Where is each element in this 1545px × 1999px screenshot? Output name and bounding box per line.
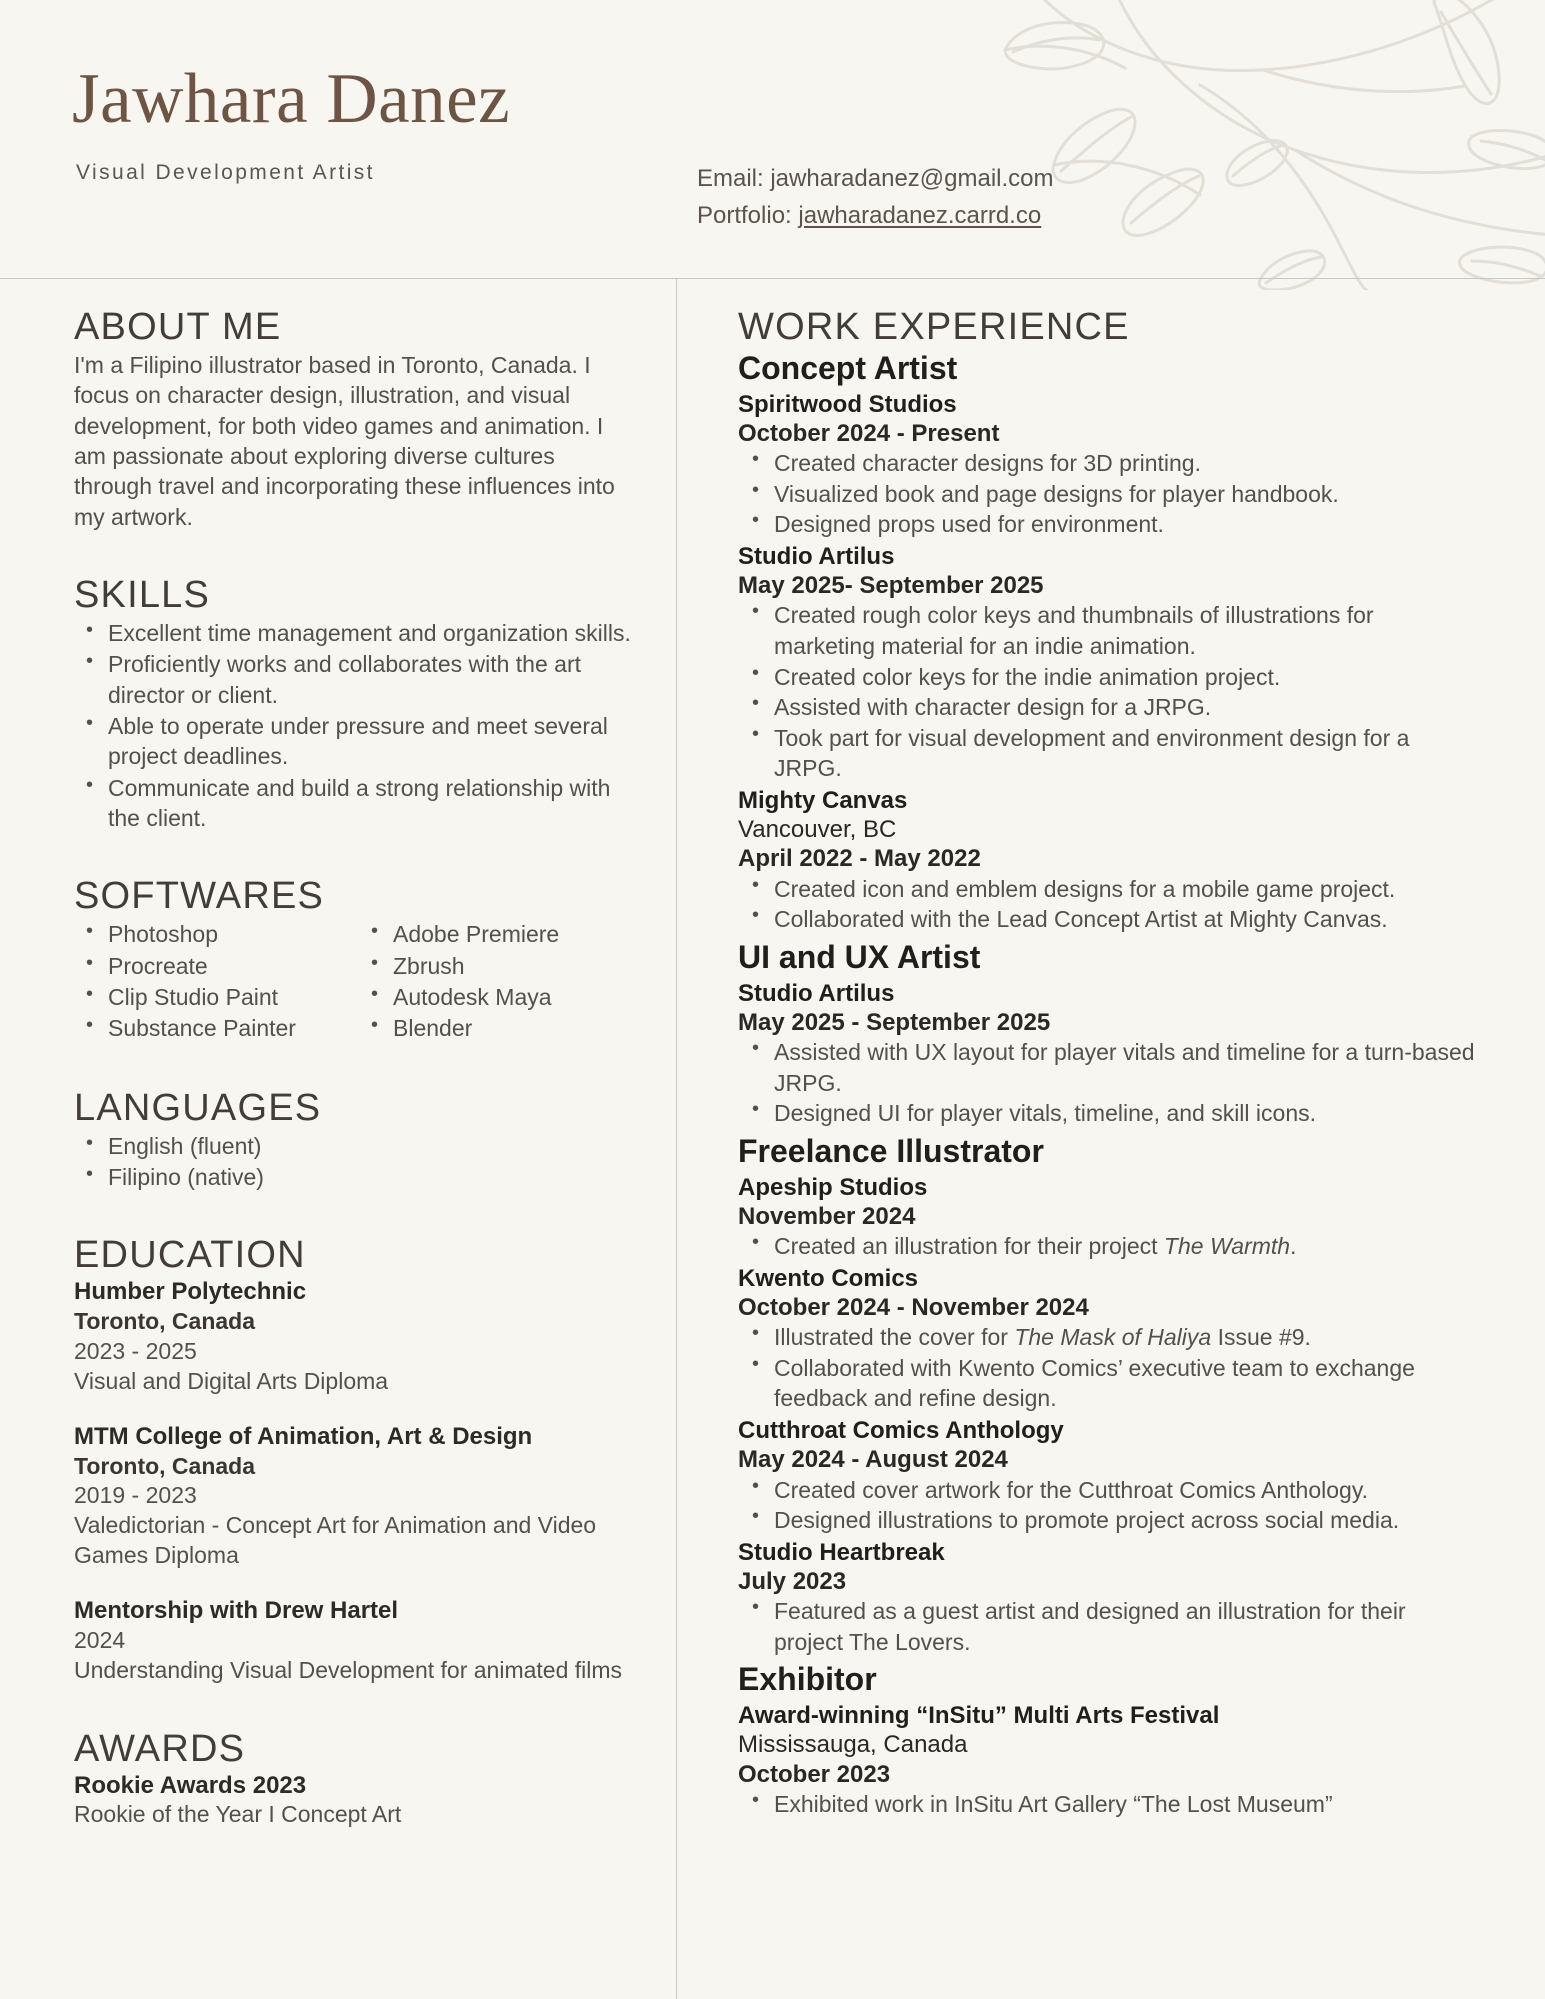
education-entry [74,1423,639,1571]
languages-heading: LANGUAGES [74,1086,322,1129]
work-employer-dates: April 2022 - May 2022 [738,845,981,873]
work-employer-dates: May 2024 - August 2024 [738,1446,1008,1474]
education-dates: 2023 - 2025 [74,1337,197,1364]
work-bullet-item: • Assisted with character design for a JRPG. [738,692,1478,723]
software-item: • Blender [359,1013,614,1043]
software-item: • Procreate [74,951,329,981]
work-employer-block [738,786,1478,935]
work-experience-entries [738,350,1478,1820]
work-role-title: Freelance Illustrator [738,1132,1044,1169]
work-employer-name: Studio Heartbreak [738,1538,945,1566]
work-employer-dates: July 2023 [738,1567,847,1595]
education-entry [74,1278,639,1396]
job-title-subtitle: Visual Development Artist [76,161,375,184]
work-role-block [738,939,1478,1129]
work-bullet-list [738,1789,1478,1820]
section-awards [74,1727,639,1831]
award-detail: Rookie of the Year I Concept Art [74,1801,402,1828]
work-role-title: UI and UX Artist [738,938,981,975]
work-employer-block [738,1173,1478,1262]
work-bullet-list [738,1231,1478,1262]
softwares-columns [74,919,639,1044]
work-bullet-list [738,1322,1478,1414]
softwares-list-column-one [74,919,329,1044]
email-row: Email: jawharadanez@gmail.com [697,165,1054,192]
software-item: • Zbrush [359,951,614,981]
section-softwares [74,877,639,1044]
work-bullet-item: • Designed props used for environment. [738,509,1478,540]
software-item: • Adobe Premiere [359,919,614,949]
work-bullet-list [738,1475,1478,1536]
education-entry [74,1597,639,1686]
education-school: Humber Polytechnic [74,1278,307,1306]
about-me-paragraph: I'm a Filipino illustrator based in Toronto, Canada. I focus on character design, illustration, and visual development, for both video games and animation. I am passionate about exploring diverse cultures through travel and incorporating these influences into my artwork. [74,351,615,530]
education-dates: 2024 [74,1626,126,1653]
work-bullet-item: • Created character designs for 3D printing. [738,448,1478,479]
skill-item: • Excellent time management and organization skills. [74,618,639,648]
work-bullet-item: • Created rough color keys and thumbnails of illustrations for marketing material for an indie animation. [738,600,1478,661]
work-bullet-item: • Created cover artwork for the Cutthroat Comics Anthology. [738,1475,1478,1506]
work-employer-name: Kwento Comics [738,1264,919,1292]
right-column [738,308,1478,1820]
section-about-me [74,308,639,532]
language-item: • English (fluent) [74,1131,639,1161]
education-location: Toronto, Canada [74,1308,256,1335]
page-title: Jawhara Danez [72,60,511,138]
work-employer-block [738,1538,1478,1658]
portfolio-link[interactable]: jawharadanez.carrd.co [798,202,1042,230]
work-employer-name: Award-winning “InSitu” Multi Arts Festival [738,1702,1220,1730]
work-employer-dates: October 2024 - November 2024 [738,1294,1089,1321]
work-bullet-item: • Collaborated with the Lead Concept Artist at Mighty Canvas. [738,904,1478,935]
software-item: • Photoshop [74,919,329,949]
language-item: • Filipino (native) [74,1162,639,1192]
skill-item: • Communicate and build a strong relationship with the client. [74,773,639,834]
work-employer-block [738,1264,1478,1414]
work-bullet-list [738,1596,1478,1657]
section-languages [74,1086,639,1193]
work-bullet-item: • Visualized book and page designs for player handbook. [738,479,1478,510]
software-item: • Autodesk Maya [359,982,614,1012]
left-column [74,308,639,1830]
work-employer-name: Mighty Canvas [738,786,908,814]
skills-list [74,618,639,834]
work-bullet-item: • Featured as a guest artist and designed an illustration for their project The Lovers. [738,1596,1478,1657]
work-employer-block [738,542,1478,784]
work-bullet-item: • Designed UI for player vitals, timeline, and skill icons. [738,1098,1478,1129]
work-employer-block [738,1416,1478,1536]
portfolio-row [697,197,1054,234]
work-employer-dates: October 2024 - Present [738,419,1000,447]
column-divider [676,279,677,1999]
work-bullet-item: • Collaborated with Kwento Comics’ executive team to exchange feedback and refine design. [738,1353,1478,1414]
work-bullet-item: • Created an illustration for their project The Warmth. [738,1231,1478,1262]
work-role-block [738,1661,1478,1819]
work-employer-name: Studio Artilus [738,542,895,570]
work-bullet-item: • Created color keys for the indie animation project. [738,662,1478,693]
softwares-heading: SOFTWARES [74,875,325,918]
work-employer-name: Spiritwood Studios [738,390,957,418]
work-employer-dates: November 2024 [738,1202,916,1230]
work-employer-name: Cutthroat Comics Anthology [738,1417,1064,1444]
work-bullet-list [738,448,1478,540]
work-bullet-item: • Took part for visual development and environment design for a JRPG. [738,723,1478,784]
section-skills [74,576,639,833]
education-school: Mentorship with Drew Hartel [74,1597,399,1625]
award-title: Rookie Awards 2023 [74,1771,307,1799]
work-role-block [738,350,1478,935]
section-education [74,1236,639,1685]
education-entries [74,1278,639,1685]
work-role-title: Exhibitor [738,1661,877,1698]
education-school: MTM College of Animation, Art & Design [74,1422,533,1450]
education-program: Valedictorian - Concept Art for Animation and Video Games Diploma [74,1512,597,1569]
work-experience-heading: WORK EXPERIENCE [738,306,1130,348]
education-dates: 2019 - 2023 [74,1482,197,1509]
work-role-title: Concept Artist [738,349,958,386]
skill-item: • Able to operate under pressure and meet several project deadlines. [74,711,639,772]
education-program: Visual and Digital Arts Diploma [74,1367,389,1394]
section-work-experience [738,308,1478,1820]
skills-heading: SKILLS [74,574,211,617]
portfolio-label: Portfolio: [697,202,799,230]
work-employer-block [738,390,1478,540]
work-role-block [738,1133,1478,1658]
languages-list [74,1131,639,1193]
work-bullet-item: • Exhibited work in InSitu Art Gallery “The Lost Museum” [738,1789,1478,1820]
work-bullet-item: • Illustrated the cover for The Mask of Haliya Issue #9. [738,1322,1478,1353]
education-program: Understanding Visual Development for animated films [74,1656,623,1683]
work-employer-block [738,979,1478,1129]
work-bullet-list [738,600,1478,783]
softwares-list-column-two [359,919,614,1044]
work-bullet-list [738,874,1478,935]
software-item: • Substance Painter [74,1013,329,1043]
software-item: • Clip Studio Paint [74,982,329,1012]
awards-heading: AWARDS [74,1727,246,1770]
resume-header [0,0,1545,278]
work-bullet-item: • Created icon and emblem designs for a mobile game project. [738,874,1478,905]
work-employer-block [738,1701,1478,1819]
work-employer-location: Vancouver, BC [738,816,897,844]
about-me-heading: ABOUT ME [74,306,282,348]
work-employer-name: Apeship Studios [738,1173,928,1201]
work-employer-dates: May 2025- September 2025 [738,572,1044,600]
skill-item: • Proficiently works and collaborates with the art director or client. [74,649,639,710]
work-bullet-item: • Designed illustrations to promote project across social media. [738,1505,1478,1536]
work-employer-dates: May 2025 - September 2025 [738,1008,1051,1036]
work-bullet-item: • Assisted with UX layout for player vitals and timeline for a turn-based JRPG. [738,1037,1478,1098]
work-employer-dates: October 2023 [738,1760,891,1788]
work-employer-name: Studio Artilus [738,979,895,1007]
work-employer-location: Mississauga, Canada [738,1731,968,1759]
education-location: Toronto, Canada [74,1452,256,1479]
header-divider [0,278,1545,279]
education-heading: EDUCATION [74,1234,306,1277]
work-bullet-list [738,1037,1478,1129]
contact-info [697,160,1054,234]
